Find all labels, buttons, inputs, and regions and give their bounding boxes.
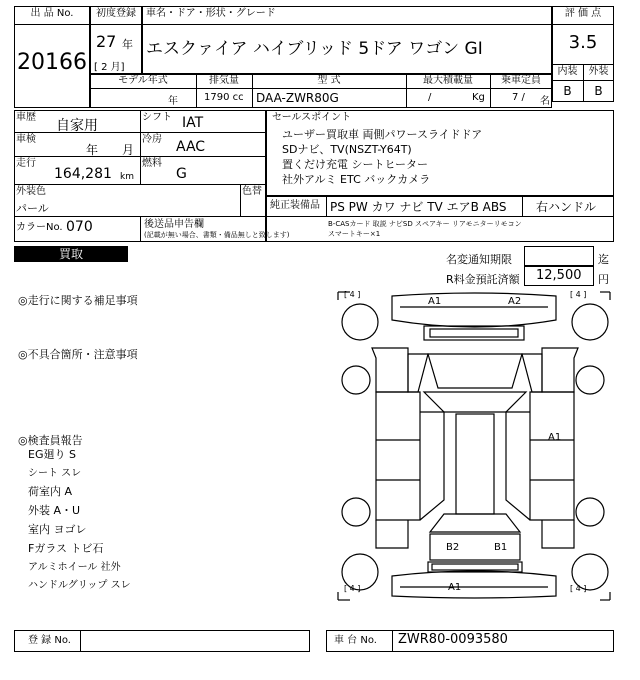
wheel-front-right: [572, 304, 608, 340]
tire-tl-label: [ 4 ]: [344, 290, 361, 299]
wheel-mid-left: [342, 366, 370, 394]
damage-rear-right: B1: [494, 542, 508, 553]
sales-point-line-2: SDナビ、TV(NSZT-Y64T): [282, 143, 412, 156]
history-value: 自家用: [56, 118, 98, 134]
sales-points-label: セールスポイント: [272, 112, 352, 123]
tire-tr-label: [ 4 ]: [570, 290, 587, 299]
reg-no-label: 登 録 No.: [28, 635, 71, 646]
fuel-label: 燃料: [142, 158, 162, 169]
history-label: 車歴: [16, 112, 36, 123]
first-reg-month: [ 2 月]: [94, 62, 125, 73]
color-change-label: 色替: [242, 186, 262, 197]
name-change-unit: 迄: [598, 253, 609, 266]
capacity-value: 7 /: [512, 92, 525, 103]
max-load-sep: /: [428, 92, 432, 103]
inspector-line-5: 室内 ヨゴレ: [28, 523, 87, 536]
ext-color-value: パール: [16, 202, 49, 215]
capacity-unit: 名: [540, 96, 550, 107]
inspection-label: 車検: [16, 134, 36, 145]
shift-value: IAT: [182, 115, 204, 131]
chassis-label: 車 台 No.: [334, 635, 377, 646]
car-name: エスクァイア ハイブリッド 5ドア ワゴン GI: [146, 39, 483, 59]
inspector-line-3: 荷室内 A: [28, 485, 73, 498]
capacity-label: 乗車定員: [501, 75, 541, 86]
shaken-doc-note: (記載が無い場合、書類・備品無しと致します): [144, 231, 290, 239]
inspector-line-7: アルミホイール 社外: [28, 562, 121, 573]
score-value: 3.5: [568, 32, 598, 53]
interior-grade: B: [563, 84, 572, 98]
first-reg-year-unit: 年: [122, 38, 133, 51]
purchase-badge: 買取: [14, 246, 128, 262]
wheel-front-left: [342, 304, 378, 340]
displacement-value: 1790 cc: [204, 92, 244, 103]
color-no-label: カラーNo.: [16, 222, 63, 233]
sales-point-line-4: 社外アルミ ETC バックカメラ: [282, 173, 431, 186]
recycle-label: R料金預託済額: [446, 273, 520, 286]
car-name-label: 車名・ドア・形状・グレード: [146, 8, 276, 19]
equipment-value: PS PW カワ ナビ TV エアB ABS: [330, 200, 507, 214]
ac-value: AAC: [176, 139, 206, 155]
wheel-mid-right: [576, 366, 604, 394]
tire-br-label: [ 4 ]: [570, 584, 587, 593]
inspector-line-4: 外装 A・U: [28, 504, 81, 517]
name-change-label: 名変通知期限: [446, 253, 512, 266]
sales-point-line-3: 置くだけ充電 シートヒーター: [282, 158, 429, 171]
wheel-rear-left: [342, 498, 370, 526]
driving-notes-label: ◎走行に関する補足事項: [18, 294, 138, 307]
inspector-label: ◎検査員報告: [18, 434, 83, 447]
damage-rear-left: B2: [446, 542, 460, 553]
recycle-unit: 円: [598, 273, 609, 286]
inspector-line-1: EG廻り S: [28, 448, 76, 461]
exterior-grade: B: [594, 84, 603, 98]
lot-number: 20166: [17, 50, 87, 75]
interior-label: 内装: [557, 66, 578, 77]
ac-label: 冷房: [142, 134, 162, 145]
type-value: DAA-ZWR80G: [256, 91, 339, 105]
equipment-label: 純正装備品: [270, 200, 320, 211]
model-year-unit: 年: [168, 96, 178, 107]
model-year-label: モデル年式: [118, 75, 168, 86]
chassis-number: ZWR80-0093580: [398, 632, 508, 647]
lot-label: 出 品 No.: [30, 8, 74, 19]
damage-rear-bumper: A1: [448, 582, 462, 593]
first-reg-label: 初度登録: [96, 8, 136, 19]
mileage-label: 走行: [16, 158, 36, 169]
equipment-extras: B-CASカード 取説 ナビSD スペアキー リアモニターリモコン スマートキー×1: [328, 220, 522, 238]
color-no-value: 070: [66, 219, 93, 235]
score-label: 評 価 点: [564, 8, 602, 19]
inspector-line-2: シート スレ: [28, 468, 82, 479]
first-reg-year: 27: [96, 32, 117, 51]
inspector-line-8: ハンドルグリップ スレ: [28, 580, 131, 591]
sales-point-line-1: ユーザー買取車 両側パワースライドドア: [282, 128, 483, 141]
fuel-value: G: [176, 166, 187, 182]
recycle-value: 12,500: [536, 268, 582, 283]
exterior-label: 外装: [588, 66, 609, 77]
damage-front-left: A1: [428, 296, 442, 307]
mileage-value: 164,281: [54, 166, 112, 182]
damage-right-side: A1: [548, 432, 562, 443]
shift-label: シフト: [142, 112, 172, 123]
type-label: 型 式: [317, 75, 341, 86]
defects-label: ◎不具合箇所・注意事項: [18, 348, 138, 361]
inspection-year: 年: [86, 143, 99, 157]
wheel-rear-right: [576, 498, 604, 526]
inspection-month: 月: [122, 143, 135, 157]
tire-bl-label: [ 4 ]: [344, 584, 361, 593]
max-load-label: 最大積載量: [423, 75, 473, 86]
inspector-line-6: Fガラス トビ石: [28, 542, 104, 555]
damage-front-right: A2: [508, 296, 522, 307]
handle-value: 右ハンドル: [536, 200, 597, 214]
shaken-doc-label: 後送品申告欄: [144, 219, 204, 230]
mileage-unit: km: [120, 172, 134, 182]
max-load-unit: Kg: [472, 92, 485, 103]
ext-color-label: 外装色: [16, 186, 46, 197]
displacement-label: 排気量: [209, 75, 239, 86]
